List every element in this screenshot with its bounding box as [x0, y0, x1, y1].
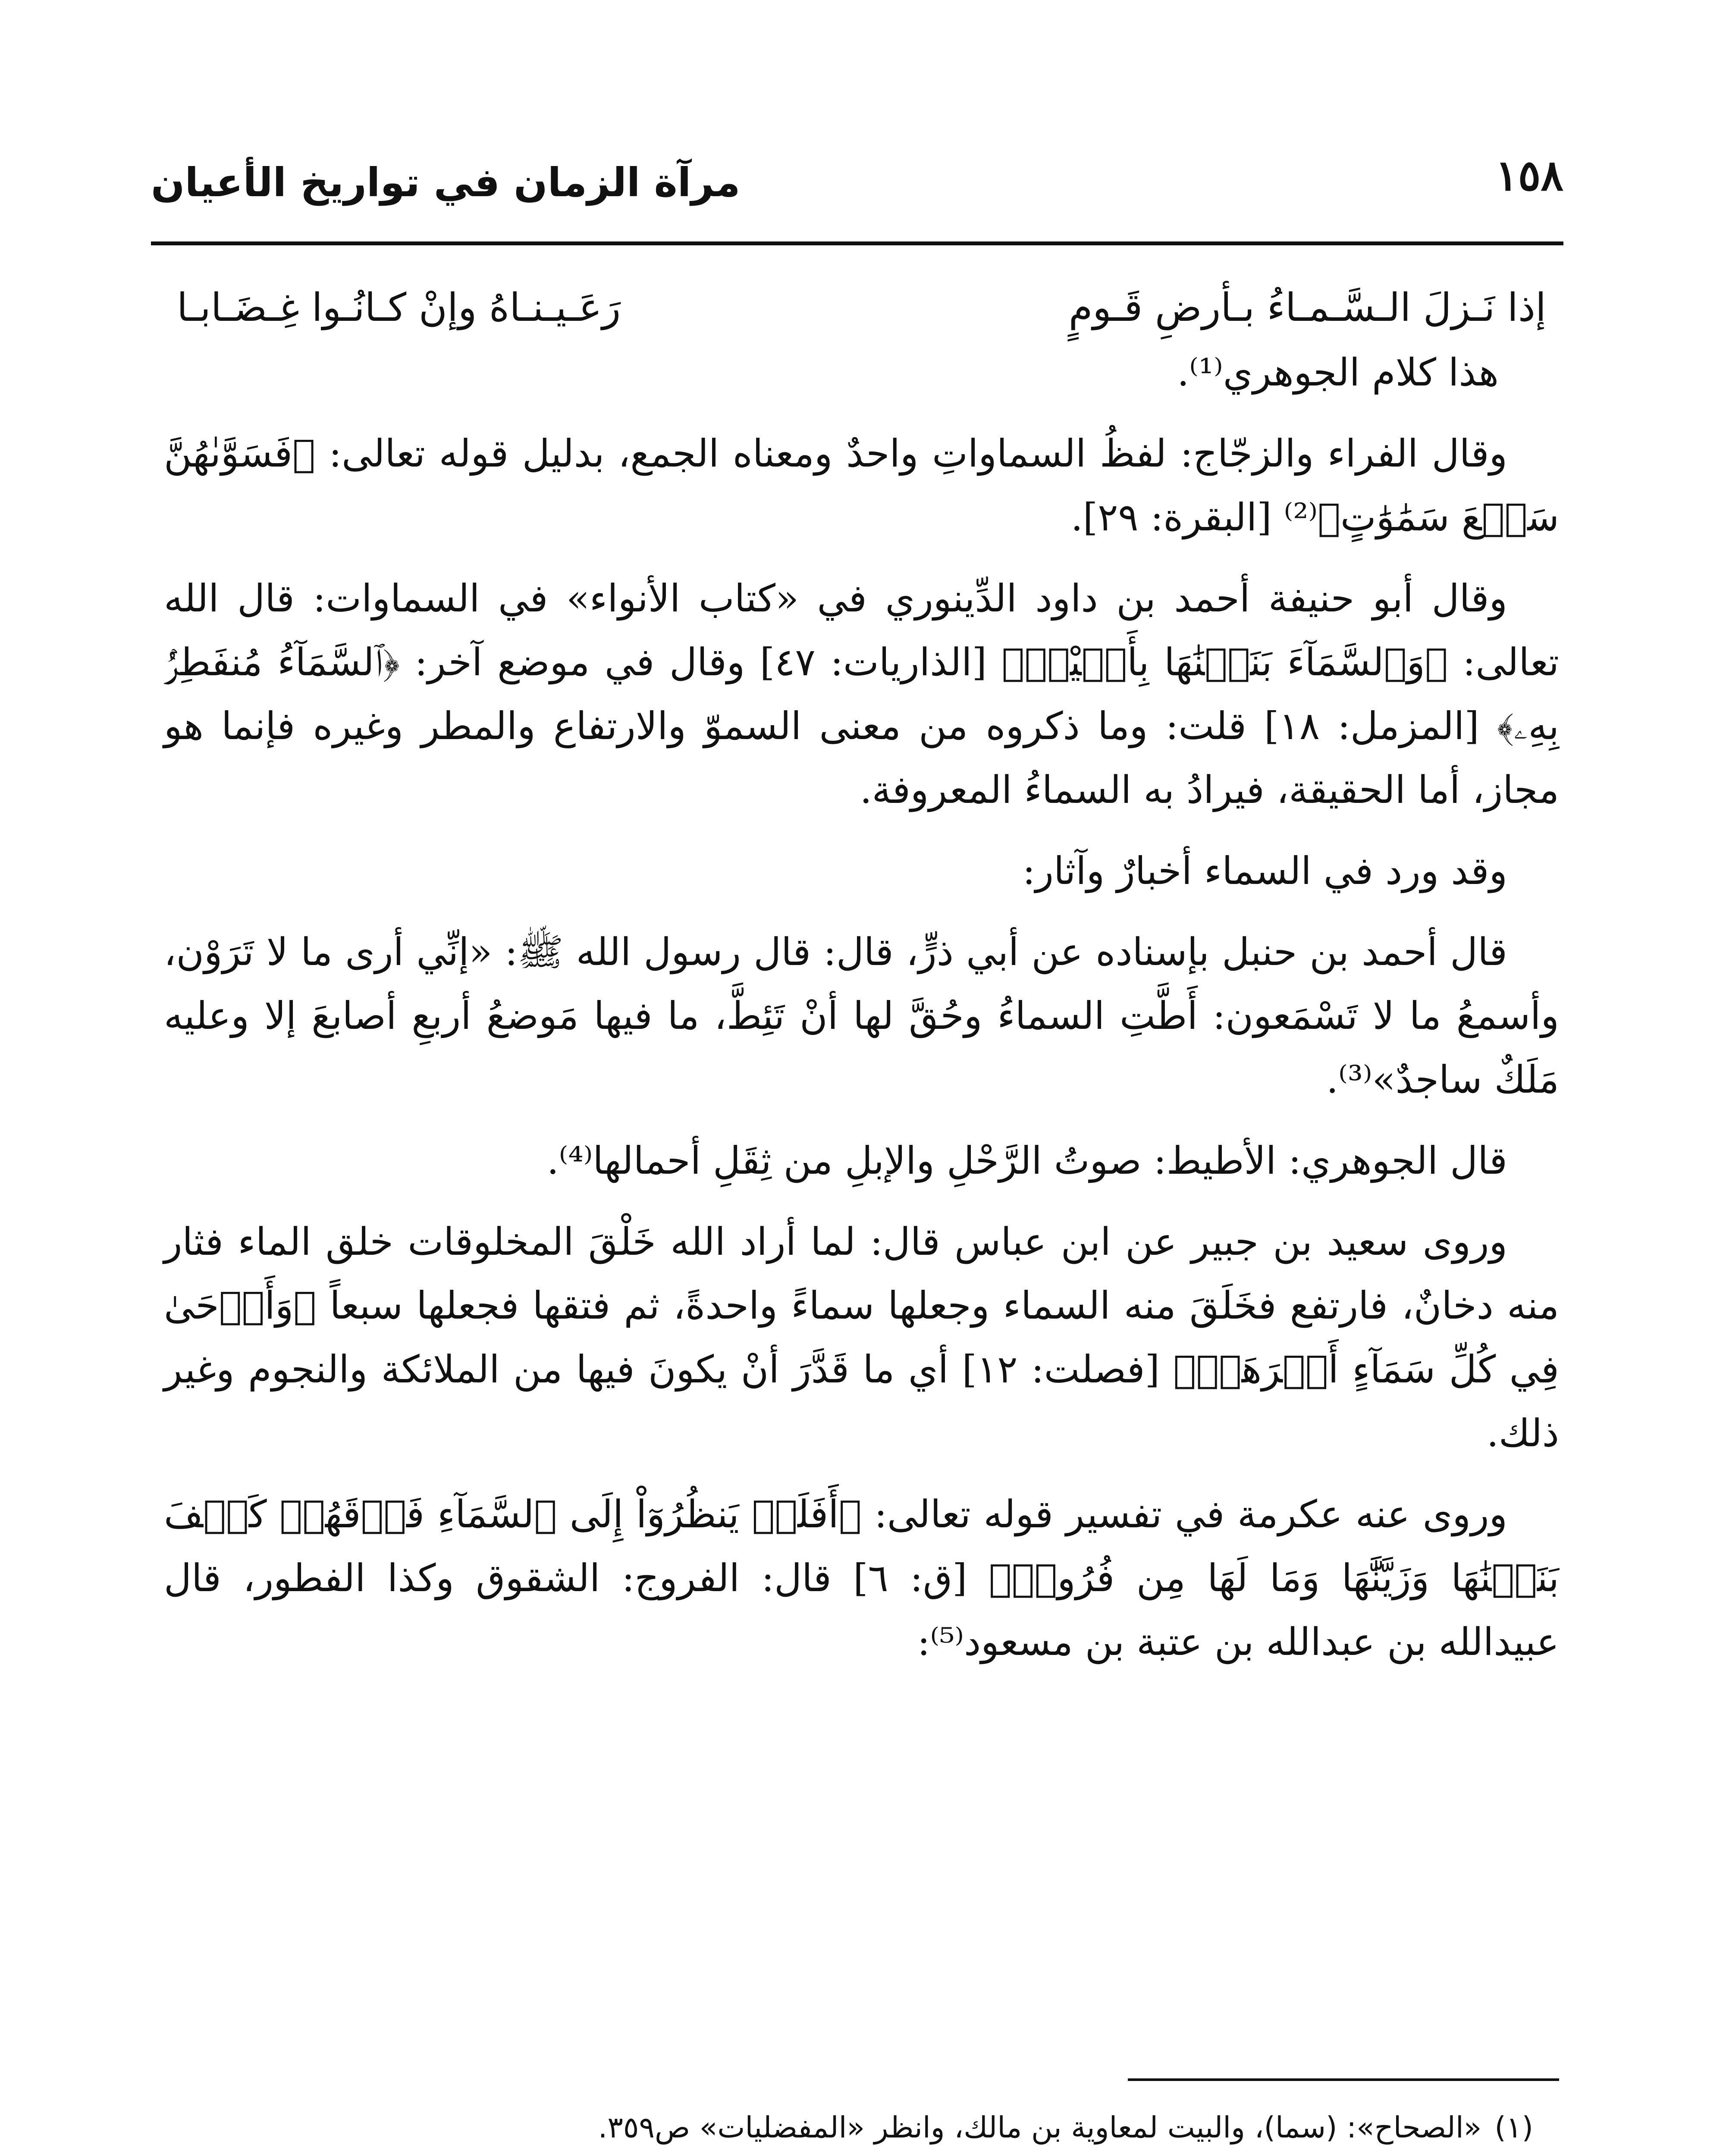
footnotes [164, 2104, 1559, 2156]
main-text [164, 276, 1559, 1691]
paragraph-dinawari: وقال أبو حنيفة أحمد بن داود الدِّينوري في «كتاب الأنواء» في السماوات: قال الله تعالى: ﴿وَٱلسَّمَآءَ بَنَيۡنَٰهَا بِأَيۡيْدٖ﴾ [الذاريات: ٤٧] وقال في موضع آخر: ﴿ٱلسَّمَآءُ مُنفَطِرُۢ بِهِۦ﴾ [المزمل: ١٨] قلت: وما ذكروه من معنى السموّ والارتفاع والمطر وغيره فإنما هو مجاز، أما الحقيقة، فيرادُ به السماءُ المعروفة. [164, 576, 1559, 812]
footnote-separator [1128, 2078, 1559, 2081]
verse-hemistich-first: إذا نَـزلَ الـسَّـمـاءُ بـأرضِ قَـومٍ [1068, 285, 1546, 330]
page-header [151, 142, 1563, 245]
paragraph-source-note: هذا كلام الجوهري⁽¹⁾. [1177, 350, 1499, 395]
running-title: مرآة الزمان في تواريخ الأعيان [151, 160, 741, 206]
paragraph-ibn-abbas: وروى سعيد بن جبير عن ابن عباس قال: لما أراد الله خَلْقَ المخلوقات خلق الماء فثار منه دخانٌ، فارتفع فخَلَقَ منه السماء وجعلها سماءً واحدةً، ثم فتقها فجعلها سبعاً ﴿وَأَوۡحَىٰ فِي كُلِّ سَمَآءٍ أَمۡرَهَاۚ﴾ [فصلت: ١٢] أي ما قَدَّرَ أنْ يكونَ فيها من الملائكة والنجوم وغير ذلك. [164, 1219, 1560, 1455]
verse-hemistich-second: رَعَـيـنـاهُ وإنْ كـانُـوا غِـضَـابـا [177, 285, 621, 330]
poetry-verse [164, 276, 1559, 341]
paragraph-reports-intro: وقد ورد في السماء أخبارٌ وآثار: [1022, 849, 1507, 893]
paragraph-hadith-abu-dharr: قال أحمد بن حنبل بإسناده عن أبي ذرٍّ، قال: قال رسول الله ﷺ: «إنِّي أرى ما لا تَرَوْن، وأسمعُ ما لا تَسْمَعون: أَطَّتِ السماءُ وحُقَّ لها أنْ تَئِطَّ، ما فيها مَوضعُ أربعِ أصابعَ إلا وعليه مَلَكٌ ساجدٌ»⁽³⁾. [164, 930, 1559, 1102]
footnote-number: (١) [1494, 2111, 1533, 2145]
paragraph-farra-zajjaj: وقال الفراء والزجّاج: لفظُ السماواتِ واحدٌ ومعناه الجمع، بدليل قوله تعالى: ﴿فَسَوَّىٰهُنَّ سَبۡعَ سَمَٰوَٰتٍ﴾⁽²⁾ [البقرة: ٢٩]. [164, 431, 1559, 539]
paragraph-ikrima: وروى عنه عكرمة في تفسير قوله تعالى: ﴿أَفَلَمۡ يَنظُرُوٓاْ إِلَى ٱلسَّمَآءِ فَوۡقَهُمۡ كَيۡفَ بَنَيۡنَٰهَا وَزَيَّنَّٰهَا وَمَا لَهَا مِن فُرُوجٖ﴾ [ق: ٦] قال: الفروج: الشقوق وكذا الفطور، قال عبيدالله بن عبدالله بن عتبة بن مسعود⁽⁵⁾: [164, 1492, 1559, 1664]
footnote-2 [164, 2152, 1559, 2156]
footnote-1 [164, 2104, 1559, 2152]
footnote-text: «الصحاح»: (سما)، والبيت لمعاوية بن مالك، وانظر «المفضليات» ص٣٥٩. [598, 2111, 1482, 2145]
page-number: ١٥٨ [1495, 151, 1563, 201]
paragraph-jawhari-atit: قال الجوهري: الأطيط: صوتُ الرَّحْلِ والإبلِ من ثِقَلِ أحمالها⁽⁴⁾. [546, 1138, 1507, 1183]
